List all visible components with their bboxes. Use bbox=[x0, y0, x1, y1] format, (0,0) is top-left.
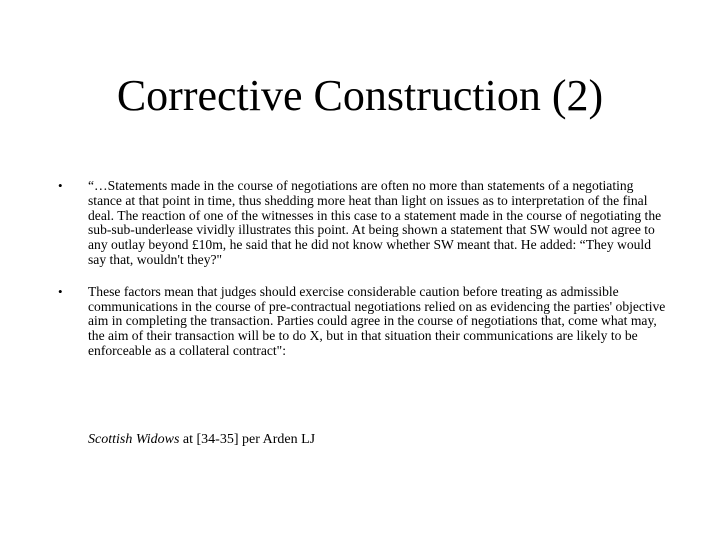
bullet-text: These factors mean that judges should exercise considerable caution before treating as admissible communications in the course of pre-contractual negotiations relied on as evidencing the parties' objective aim in completing the transaction. Parties could agree in the course of negotiations that, come what may, the aim of their transaction will be to do X, but in that situation their communications are likely to be enforceable as a collateral contract": bbox=[88, 283, 666, 358]
case-name: Scottish Widows bbox=[88, 432, 180, 447]
bullet-item-factors bbox=[58, 285, 666, 359]
case-citation bbox=[88, 431, 315, 448]
case-reference: at [34-35] per Arden LJ bbox=[179, 432, 316, 447]
bullet-list bbox=[58, 179, 666, 359]
bullet-marker: • bbox=[58, 178, 63, 193]
slide-title: Corrective Construction (2) bbox=[116, 71, 604, 120]
bullet-marker: • bbox=[58, 283, 63, 299]
bullet-item-quote bbox=[58, 179, 666, 268]
bullet-text: “…Statements made in the course of negotiations are often no more than statements of a negotiating stance at that point in time, thus shedding more heat than light on issues as to interpretation of the final deal. The reaction of one of the witnesses in this case to a statement made in the course of negotiating the sub-sub-underlease vividly illustrates this point. At being shown a statement that SW would not agree to any outlay beyond £10m, he said that he did not know whether SW meant that. He added: “They would say that, wouldn't they?" bbox=[88, 178, 662, 267]
